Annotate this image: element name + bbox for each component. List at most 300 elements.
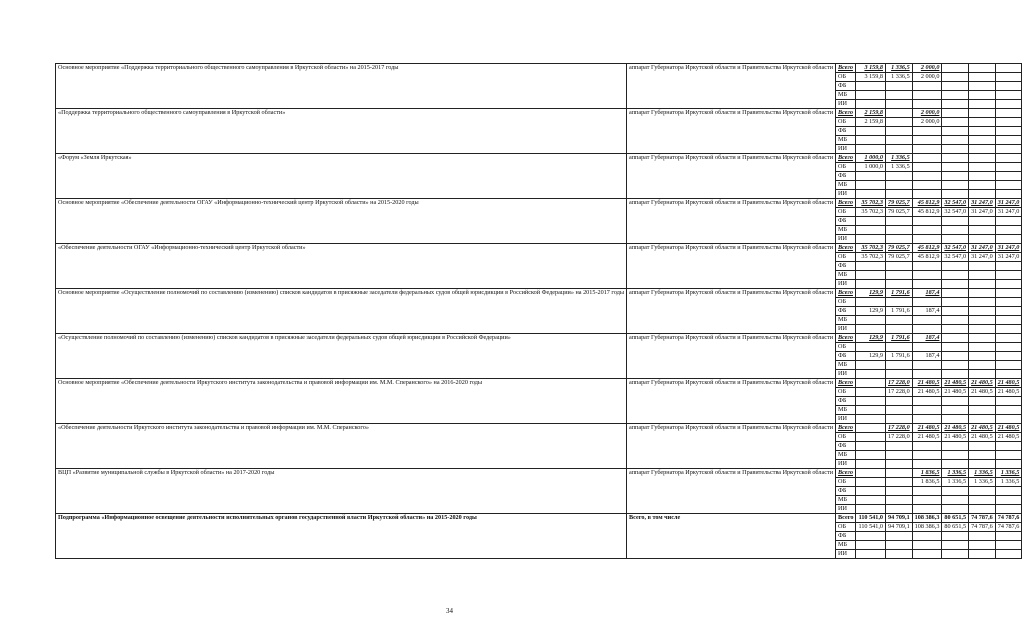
funding-source-cell: Всего	[836, 244, 856, 253]
amount-cell	[942, 109, 969, 118]
amount-cell: 31 247,0	[995, 253, 1022, 262]
amount-cell	[942, 532, 969, 541]
amount-cell	[995, 325, 1022, 334]
amount-cell	[886, 460, 913, 469]
amount-cell	[969, 91, 996, 100]
funding-source-cell: МБ	[836, 181, 856, 190]
executor-cell: аппарат Губернатора Иркутской области и Правительства Иркутской области	[627, 334, 836, 379]
amount-cell	[969, 334, 996, 343]
amount-cell: 1 336,5	[969, 478, 996, 487]
measure-name-cell: «Обеспечение деятельности ОГАУ «Информационно-технический центр Иркутской области»	[56, 244, 627, 289]
amount-cell	[995, 127, 1022, 136]
amount-cell	[969, 280, 996, 289]
amount-cell: 1 336,5	[886, 163, 913, 172]
amount-cell	[969, 352, 996, 361]
amount-cell	[942, 154, 969, 163]
measure-name-cell: «Обеспечение деятельности Иркутского института законодательства и правовой информации им. М.М. Сперанского»	[56, 424, 627, 469]
amount-cell: 45 812,9	[912, 208, 942, 217]
amount-cell	[912, 226, 942, 235]
amount-cell	[969, 154, 996, 163]
funding-source-cell: ОБ	[836, 208, 856, 217]
amount-cell	[912, 505, 942, 514]
amount-cell	[995, 73, 1022, 82]
amount-cell	[942, 352, 969, 361]
amount-cell	[969, 127, 996, 136]
amount-cell	[969, 235, 996, 244]
amount-cell	[942, 127, 969, 136]
amount-cell: 79 025,7	[886, 208, 913, 217]
measure-name-cell: Основное мероприятие «Поддержка территориального общественного самоуправления в Иркутской области» на 2015-2017 годы	[56, 64, 627, 109]
amount-cell	[912, 325, 942, 334]
funding-source-cell: ОБ	[836, 343, 856, 352]
amount-cell	[912, 442, 942, 451]
amount-cell	[856, 190, 886, 199]
amount-cell	[912, 460, 942, 469]
amount-cell	[995, 289, 1022, 298]
amount-cell: 31 247,0	[995, 208, 1022, 217]
amount-cell	[942, 190, 969, 199]
amount-cell: 129,9	[856, 307, 886, 316]
amount-cell	[942, 496, 969, 505]
amount-cell	[942, 271, 969, 280]
amount-cell	[886, 451, 913, 460]
budget-table	[55, 63, 1022, 559]
amount-cell	[856, 541, 886, 550]
amount-cell	[995, 316, 1022, 325]
amount-cell: 21 480,5	[969, 388, 996, 397]
table-row	[56, 469, 1022, 478]
amount-cell	[856, 172, 886, 181]
amount-cell	[995, 271, 1022, 280]
amount-cell: 74 787,6	[995, 514, 1022, 523]
amount-cell: 1 336,5	[969, 469, 996, 478]
amount-cell	[969, 541, 996, 550]
funding-source-cell: ФБ	[836, 262, 856, 271]
amount-cell: 21 480,5	[969, 379, 996, 388]
amount-cell: 35 702,3	[856, 208, 886, 217]
executor-cell: аппарат Губернатора Иркутской области и Правительства Иркутской области	[627, 379, 836, 424]
amount-cell	[942, 91, 969, 100]
amount-cell: 79 025,7	[886, 253, 913, 262]
amount-cell	[886, 415, 913, 424]
amount-cell: 21 480,5	[942, 388, 969, 397]
amount-cell	[856, 532, 886, 541]
amount-cell: 21 480,5	[912, 424, 942, 433]
amount-cell	[942, 397, 969, 406]
amount-cell: 45 812,9	[912, 244, 942, 253]
amount-cell	[942, 415, 969, 424]
amount-cell	[942, 181, 969, 190]
amount-cell	[969, 217, 996, 226]
funding-source-cell: ИИ	[836, 280, 856, 289]
amount-cell: 45 812,9	[912, 253, 942, 262]
amount-cell	[995, 145, 1022, 154]
table-row	[56, 109, 1022, 118]
amount-cell: 32 547,0	[942, 244, 969, 253]
measure-name-cell: ВЦП «Развитие муниципальной службы в Иркутской области» на 2017-2020 годы	[56, 469, 627, 514]
amount-cell	[886, 145, 913, 154]
amount-cell	[886, 91, 913, 100]
amount-cell	[969, 289, 996, 298]
amount-cell	[886, 82, 913, 91]
funding-source-cell: ИИ	[836, 190, 856, 199]
amount-cell	[886, 127, 913, 136]
funding-source-cell: Всего	[836, 469, 856, 478]
amount-cell	[886, 217, 913, 226]
amount-cell	[942, 100, 969, 109]
amount-cell: 2 000,0	[912, 109, 942, 118]
funding-source-cell: ФБ	[836, 82, 856, 91]
amount-cell	[856, 442, 886, 451]
amount-cell	[995, 496, 1022, 505]
funding-source-cell: МБ	[836, 361, 856, 370]
funding-source-cell: МБ	[836, 496, 856, 505]
amount-cell	[856, 433, 886, 442]
amount-cell	[969, 118, 996, 127]
amount-cell	[856, 181, 886, 190]
amount-cell	[886, 235, 913, 244]
funding-source-cell: Всего	[836, 199, 856, 208]
amount-cell	[912, 496, 942, 505]
amount-cell	[886, 181, 913, 190]
funding-source-cell: ФБ	[836, 307, 856, 316]
amount-cell	[969, 397, 996, 406]
amount-cell	[886, 316, 913, 325]
amount-cell	[912, 316, 942, 325]
funding-source-cell: ФБ	[836, 127, 856, 136]
amount-cell	[969, 262, 996, 271]
amount-cell	[995, 280, 1022, 289]
amount-cell	[886, 505, 913, 514]
amount-cell	[856, 262, 886, 271]
amount-cell	[856, 550, 886, 559]
amount-cell	[886, 325, 913, 334]
amount-cell	[969, 145, 996, 154]
amount-cell	[995, 235, 1022, 244]
amount-cell: 17 228,0	[886, 424, 913, 433]
amount-cell: 21 480,5	[942, 433, 969, 442]
amount-cell	[969, 307, 996, 316]
amount-cell	[912, 406, 942, 415]
funding-source-cell: ФБ	[836, 217, 856, 226]
amount-cell: 35 702,3	[856, 199, 886, 208]
amount-cell	[995, 451, 1022, 460]
executor-cell: аппарат Губернатора Иркутской области и Правительства Иркутской области	[627, 109, 836, 154]
amount-cell	[856, 361, 886, 370]
table-row	[56, 199, 1022, 208]
amount-cell	[969, 325, 996, 334]
funding-source-cell: ОБ	[836, 523, 856, 532]
amount-cell	[942, 334, 969, 343]
amount-cell	[942, 217, 969, 226]
funding-source-cell: ОБ	[836, 478, 856, 487]
amount-cell	[856, 406, 886, 415]
funding-source-cell: Всего	[836, 379, 856, 388]
amount-cell	[886, 343, 913, 352]
amount-cell	[942, 325, 969, 334]
table-row	[56, 379, 1022, 388]
amount-cell	[886, 226, 913, 235]
amount-cell	[995, 298, 1022, 307]
amount-cell: 2 000,0	[912, 64, 942, 73]
amount-cell	[886, 271, 913, 280]
funding-source-cell: ФБ	[836, 487, 856, 496]
amount-cell	[969, 190, 996, 199]
amount-cell	[942, 343, 969, 352]
amount-cell: 2 159,8	[856, 118, 886, 127]
amount-cell	[942, 307, 969, 316]
amount-cell	[912, 154, 942, 163]
funding-source-cell: ФБ	[836, 532, 856, 541]
executor-cell: аппарат Губернатора Иркутской области и Правительства Иркутской области	[627, 469, 836, 514]
funding-source-cell: ИИ	[836, 325, 856, 334]
amount-cell: 21 480,5	[912, 433, 942, 442]
amount-cell	[969, 181, 996, 190]
measure-name-cell: «Поддержка территориального общественного самоуправления в Иркутской области»	[56, 109, 627, 154]
funding-source-cell: МБ	[836, 271, 856, 280]
amount-cell	[995, 100, 1022, 109]
amount-cell: 32 547,0	[942, 199, 969, 208]
amount-cell: 1 336,5	[942, 469, 969, 478]
amount-cell	[886, 397, 913, 406]
executor-cell: аппарат Губернатора Иркутской области и Правительства Иркутской области	[627, 199, 836, 244]
amount-cell: 1 791,6	[886, 334, 913, 343]
amount-cell	[969, 505, 996, 514]
measure-name-cell: Подпрограмма «Информационное освещение деятельности исполнительных органов государственной власти Иркутской области» на 2015-2020 годы	[56, 514, 627, 559]
amount-cell: 1 336,5	[886, 73, 913, 82]
amount-cell	[856, 82, 886, 91]
amount-cell	[995, 118, 1022, 127]
funding-source-cell: МБ	[836, 451, 856, 460]
amount-cell	[942, 505, 969, 514]
amount-cell: 2 000,0	[912, 118, 942, 127]
measure-name-cell: Основное мероприятие «Обеспечение деятельности ОГАУ «Информационно-технический центр Иркутской области» на 2015-2020 годы	[56, 199, 627, 244]
amount-cell	[995, 370, 1022, 379]
amount-cell	[856, 91, 886, 100]
amount-cell	[856, 451, 886, 460]
amount-cell: 32 547,0	[942, 208, 969, 217]
amount-cell	[969, 496, 996, 505]
amount-cell	[942, 226, 969, 235]
amount-cell	[969, 163, 996, 172]
amount-cell	[995, 190, 1022, 199]
amount-cell	[995, 532, 1022, 541]
amount-cell	[886, 262, 913, 271]
amount-cell	[886, 136, 913, 145]
amount-cell	[995, 136, 1022, 145]
amount-cell	[995, 217, 1022, 226]
amount-cell	[912, 550, 942, 559]
amount-cell	[886, 298, 913, 307]
funding-source-cell: ОБ	[836, 163, 856, 172]
amount-cell	[912, 127, 942, 136]
funding-source-cell: Всего	[836, 334, 856, 343]
amount-cell: 1 791,6	[886, 307, 913, 316]
amount-cell	[995, 91, 1022, 100]
amount-cell	[995, 505, 1022, 514]
amount-cell	[856, 136, 886, 145]
amount-cell: 21 480,5	[942, 424, 969, 433]
amount-cell	[912, 217, 942, 226]
amount-cell	[995, 550, 1022, 559]
amount-cell	[856, 217, 886, 226]
amount-cell	[942, 442, 969, 451]
amount-cell: 187,4	[912, 334, 942, 343]
amount-cell	[886, 280, 913, 289]
amount-cell: 32 547,0	[942, 253, 969, 262]
amount-cell	[886, 109, 913, 118]
amount-cell: 1 336,5	[886, 64, 913, 73]
amount-cell: 31 247,0	[969, 199, 996, 208]
amount-cell	[942, 280, 969, 289]
amount-cell	[886, 496, 913, 505]
funding-source-cell: ИИ	[836, 370, 856, 379]
amount-cell	[912, 163, 942, 172]
amount-cell	[912, 91, 942, 100]
table-row	[56, 424, 1022, 433]
funding-source-cell: МБ	[836, 136, 856, 145]
amount-cell	[969, 415, 996, 424]
funding-source-cell: ИИ	[836, 460, 856, 469]
amount-cell	[856, 388, 886, 397]
amount-cell: 21 480,5	[969, 433, 996, 442]
amount-cell	[856, 496, 886, 505]
amount-cell	[856, 127, 886, 136]
funding-source-cell: ИИ	[836, 145, 856, 154]
amount-cell: 31 247,0	[969, 253, 996, 262]
funding-source-cell: ФБ	[836, 442, 856, 451]
amount-cell	[995, 109, 1022, 118]
funding-source-cell: ИИ	[836, 505, 856, 514]
amount-cell	[912, 100, 942, 109]
amount-cell: 21 480,5	[995, 424, 1022, 433]
amount-cell	[856, 280, 886, 289]
funding-source-cell: ИИ	[836, 100, 856, 109]
amount-cell	[856, 226, 886, 235]
amount-cell	[912, 370, 942, 379]
amount-cell: 74 787,6	[969, 514, 996, 523]
funding-source-cell: ИИ	[836, 550, 856, 559]
funding-source-cell: Всего	[836, 514, 856, 523]
amount-cell: 21 480,5	[912, 379, 942, 388]
amount-cell	[942, 145, 969, 154]
amount-cell: 1 336,5	[886, 154, 913, 163]
amount-cell	[912, 235, 942, 244]
amount-cell	[942, 316, 969, 325]
amount-cell: 1 791,6	[886, 289, 913, 298]
executor-cell: аппарат Губернатора Иркутской области и Правительства Иркутской области	[627, 64, 836, 109]
amount-cell: 2 000,0	[912, 73, 942, 82]
amount-cell: 110 541,0	[856, 514, 886, 523]
amount-cell	[856, 343, 886, 352]
amount-cell: 1 836,5	[912, 469, 942, 478]
amount-cell	[969, 226, 996, 235]
funding-source-cell: Всего	[836, 154, 856, 163]
table-row	[56, 289, 1022, 298]
amount-cell	[942, 361, 969, 370]
amount-cell	[995, 442, 1022, 451]
funding-source-cell: Всего	[836, 109, 856, 118]
amount-cell	[969, 550, 996, 559]
funding-source-cell: ОБ	[836, 253, 856, 262]
amount-cell	[886, 541, 913, 550]
funding-source-cell: МБ	[836, 226, 856, 235]
funding-source-cell: МБ	[836, 541, 856, 550]
amount-cell: 21 480,5	[995, 388, 1022, 397]
amount-cell: 35 702,3	[856, 244, 886, 253]
amount-cell	[969, 82, 996, 91]
amount-cell	[912, 397, 942, 406]
amount-cell	[969, 271, 996, 280]
amount-cell: 187,4	[912, 289, 942, 298]
amount-cell	[942, 235, 969, 244]
funding-source-cell: ОБ	[836, 73, 856, 82]
executor-cell: аппарат Губернатора Иркутской области и Правительства Иркутской области	[627, 424, 836, 469]
funding-source-cell: МБ	[836, 406, 856, 415]
amount-cell: 79 025,7	[886, 244, 913, 253]
amount-cell	[912, 181, 942, 190]
amount-cell: 74 787,6	[969, 523, 996, 532]
amount-cell	[942, 64, 969, 73]
amount-cell: 21 480,5	[912, 388, 942, 397]
amount-cell: 110 541,0	[856, 523, 886, 532]
amount-cell	[912, 298, 942, 307]
amount-cell	[856, 271, 886, 280]
amount-cell	[942, 460, 969, 469]
amount-cell	[886, 190, 913, 199]
amount-cell	[995, 361, 1022, 370]
amount-cell	[995, 262, 1022, 271]
amount-cell	[856, 316, 886, 325]
amount-cell	[969, 316, 996, 325]
amount-cell	[995, 541, 1022, 550]
amount-cell: 1 000,0	[856, 154, 886, 163]
amount-cell: 1 836,5	[912, 478, 942, 487]
table-row	[56, 334, 1022, 343]
amount-cell	[995, 406, 1022, 415]
funding-source-cell: ИИ	[836, 415, 856, 424]
amount-cell	[856, 469, 886, 478]
amount-cell	[912, 532, 942, 541]
amount-cell	[856, 325, 886, 334]
amount-cell	[969, 172, 996, 181]
amount-cell: 1 336,5	[995, 478, 1022, 487]
amount-cell	[886, 487, 913, 496]
amount-cell: 108 386,3	[912, 523, 942, 532]
amount-cell	[856, 487, 886, 496]
amount-cell	[912, 280, 942, 289]
amount-cell	[912, 136, 942, 145]
funding-source-cell: МБ	[836, 316, 856, 325]
funding-source-cell: ФБ	[836, 172, 856, 181]
amount-cell	[942, 550, 969, 559]
funding-source-cell: Всего	[836, 424, 856, 433]
amount-cell	[856, 379, 886, 388]
amount-cell	[942, 82, 969, 91]
amount-cell	[995, 352, 1022, 361]
amount-cell	[856, 298, 886, 307]
amount-cell	[995, 487, 1022, 496]
amount-cell: 31 247,0	[995, 199, 1022, 208]
amount-cell	[942, 370, 969, 379]
measure-name-cell: «Форум «Земля Иркутская»	[56, 154, 627, 199]
amount-cell	[912, 487, 942, 496]
funding-source-cell: ОБ	[836, 298, 856, 307]
amount-cell	[969, 73, 996, 82]
amount-cell	[886, 469, 913, 478]
amount-cell	[969, 298, 996, 307]
amount-cell	[886, 550, 913, 559]
